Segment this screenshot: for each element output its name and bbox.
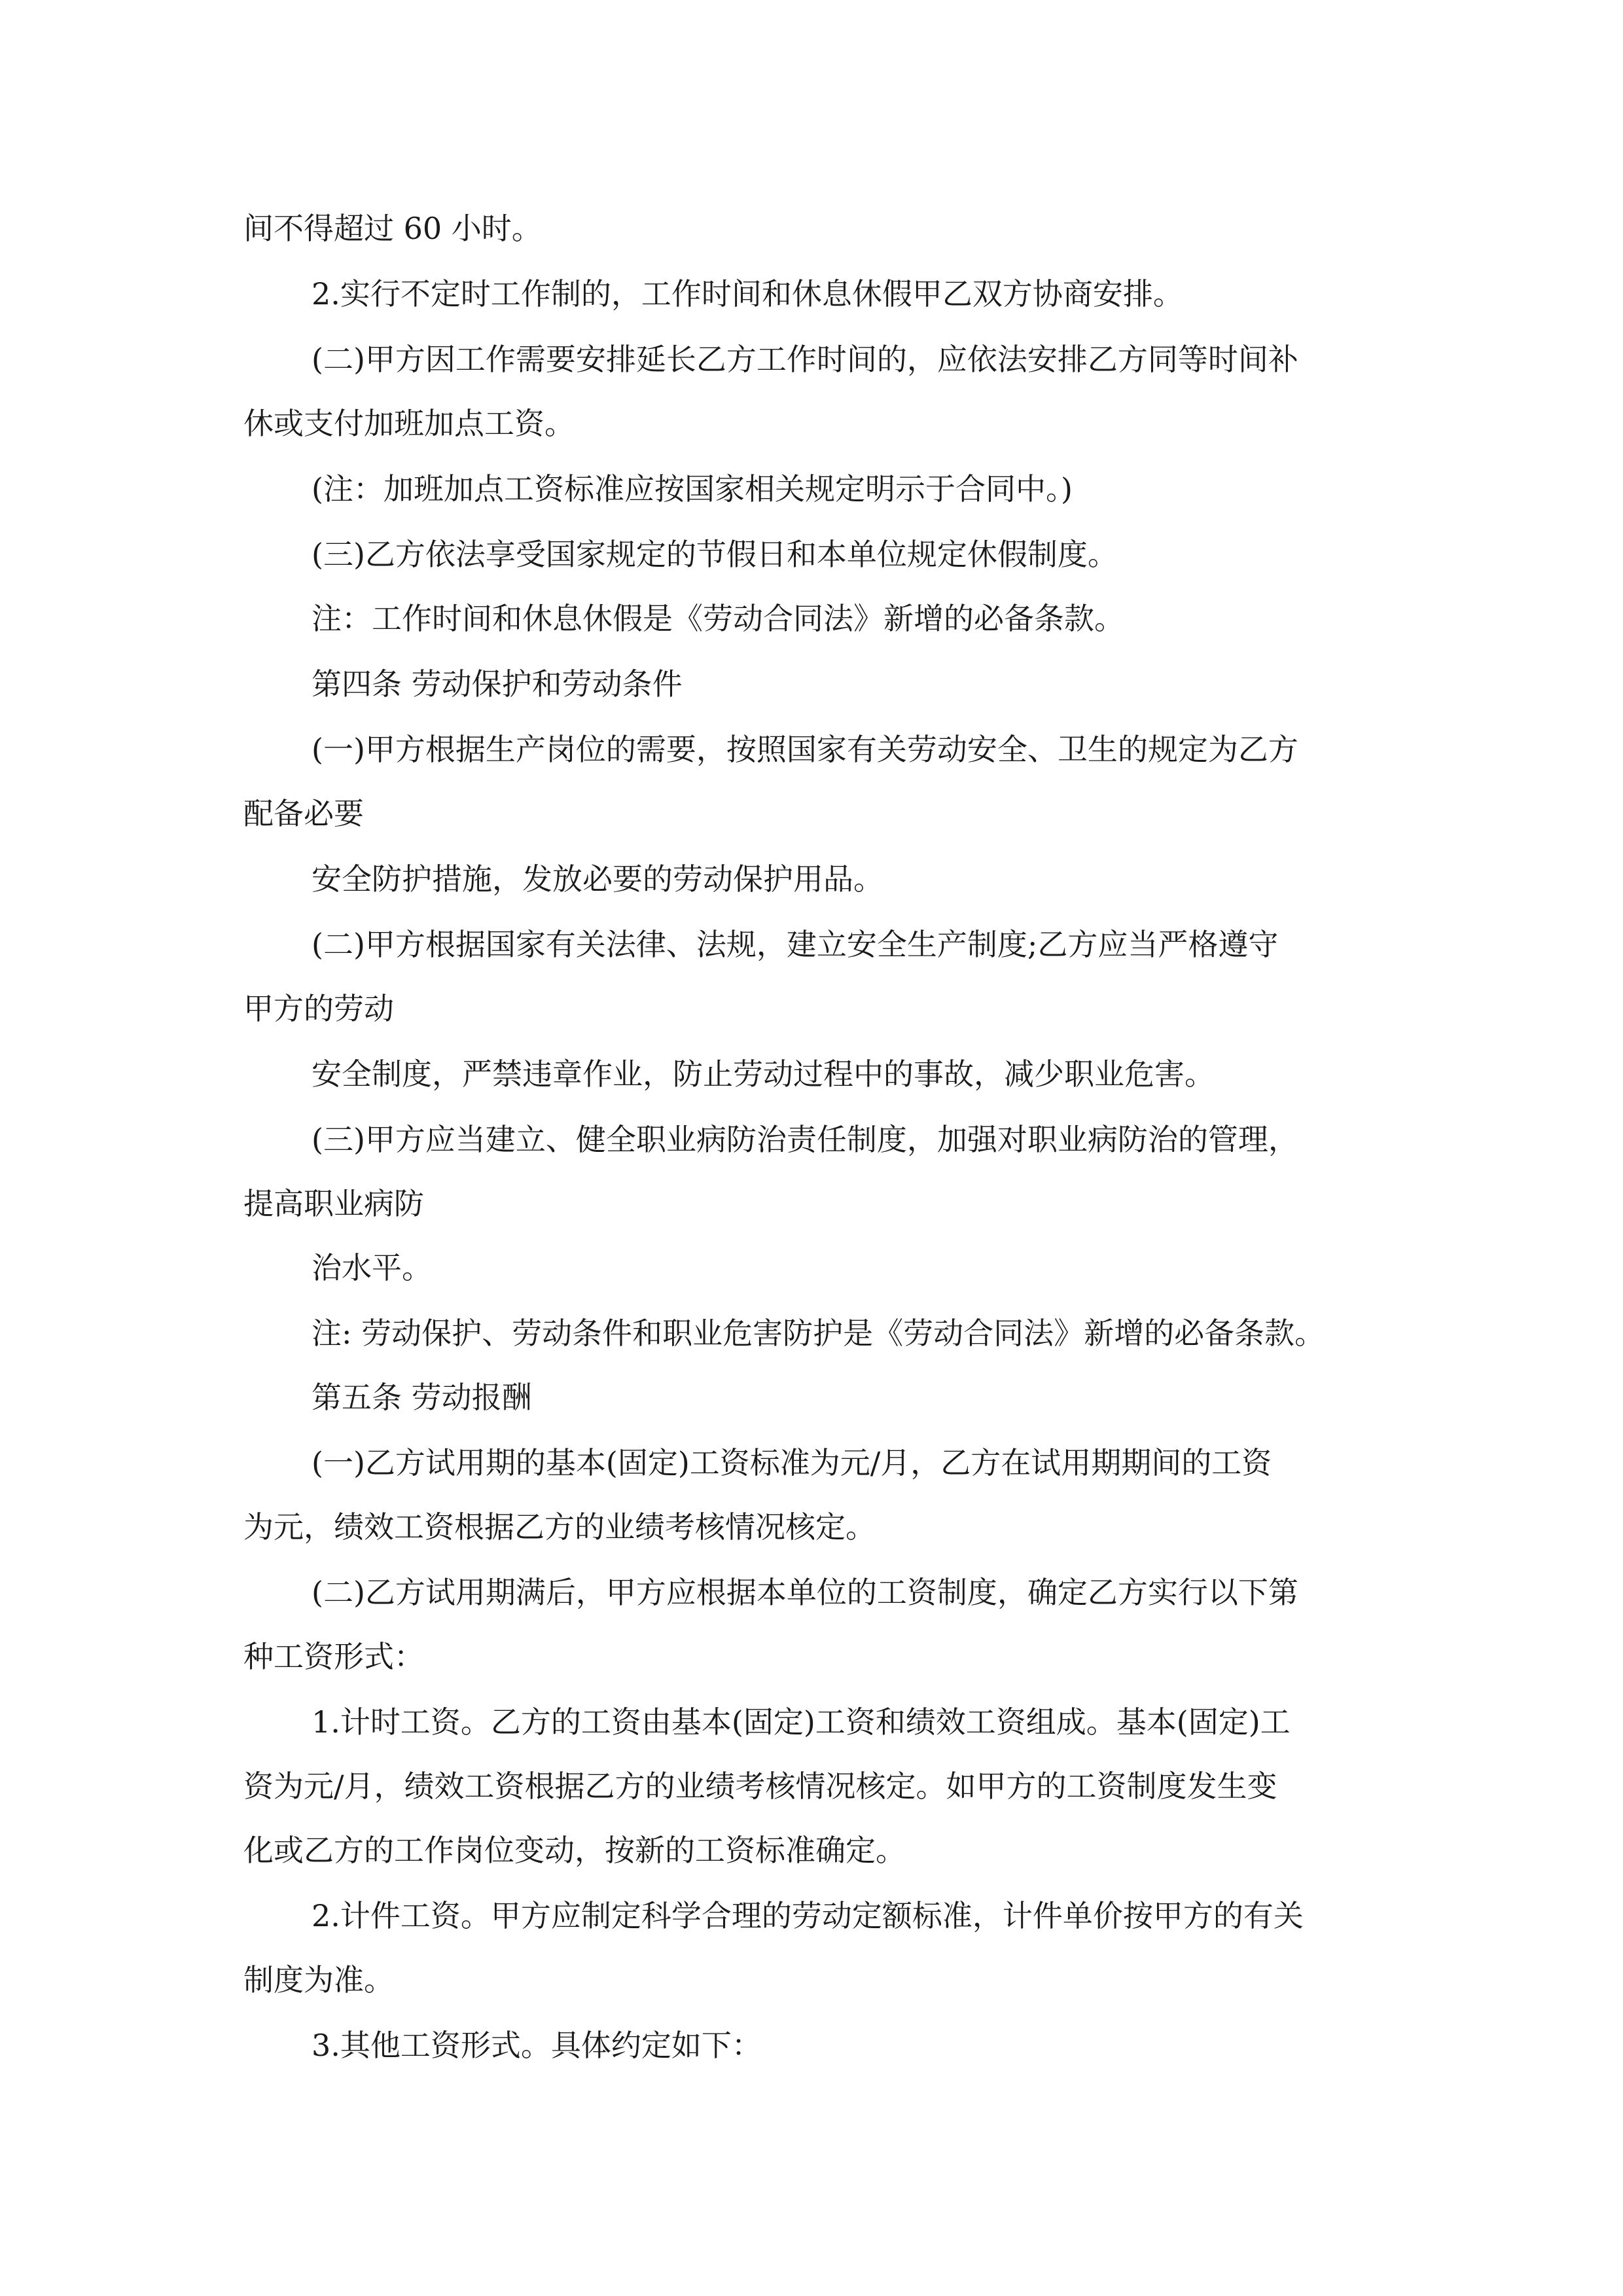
text-line: 甲方的劳动 xyxy=(243,991,394,1026)
text-line: 间不得超过 60 小时。 xyxy=(243,211,542,246)
text-line: (二)甲方根据国家有关法律、法规，建立安全生产制度;乙方应当严格遵守 xyxy=(312,927,1279,962)
text-line: 资为元/月，绩效工资根据乙方的业绩考核情况核定。如甲方的工资制度发生变 xyxy=(243,1768,1277,1804)
text-line: (二)甲方因工作需要安排延长乙方工作时间的，应依法安排乙方同等时间补 xyxy=(312,342,1298,377)
text-line: 化或乙方的工作岗位变动，按新的工资标准确定。 xyxy=(243,1833,906,1868)
text-line: 1.计时工资。乙方的工资由基本(固定)工资和绩效工资组成。基本(固定)工 xyxy=(312,1704,1291,1740)
text-line: 休或支付加班加点工资。 xyxy=(243,406,575,441)
text-line: 种工资形式： xyxy=(243,1639,424,1674)
text-line: (一)乙方试用期的基本(固定)工资标准为元/月，乙方在试用期期间的工资 xyxy=(312,1445,1272,1480)
text-line: (注：加班加点工资标准应按国家相关规定明示于合同中。) xyxy=(312,471,1073,507)
text-line: 提高职业病防 xyxy=(243,1186,424,1221)
text-line: 治水平。 xyxy=(312,1250,432,1285)
text-line: 注: 劳动保护、劳动条件和职业危害防护是《劳动合同法》新增的必备条款。 xyxy=(312,1316,1325,1351)
text-line: 注：工作时间和休息休假是《劳动合同法》新增的必备条款。 xyxy=(312,601,1124,636)
text-line: 配备必要 xyxy=(243,796,364,831)
text-line: 3.其他工资形式。具体约定如下： xyxy=(312,2028,762,2063)
text-line: (三)乙方依法享受国家规定的节假日和本单位规定休假制度。 xyxy=(312,537,1118,572)
text-line: (一)甲方根据生产岗位的需要，按照国家有关劳动安全、卫生的规定为乙方 xyxy=(312,732,1298,767)
text-line: 为元，绩效工资根据乙方的业绩考核情况核定。 xyxy=(243,1509,876,1545)
text-line: 2.实行不定时工作制的，工作时间和休息休假甲乙双方协商安排。 xyxy=(312,276,1183,312)
text-line: 安全防护措施，发放必要的劳动保护用品。 xyxy=(312,861,883,897)
text-line: (三)甲方应当建立、健全职业病防治责任制度，加强对职业病防治的管理， xyxy=(312,1122,1298,1157)
section-heading: 第四条 劳动保护和劳动条件 xyxy=(312,666,683,702)
text-line: (二)乙方试用期满后，甲方应根据本单位的工资制度，确定乙方实行以下第 xyxy=(312,1575,1298,1610)
section-heading: 第五条 劳动报酬 xyxy=(312,1380,532,1415)
text-line: 安全制度，严禁违章作业，防止劳动过程中的事故，减少职业危害。 xyxy=(312,1056,1215,1092)
text-line: 制度为准。 xyxy=(243,1962,394,1998)
text-line: 2.计件工资。甲方应制定科学合理的劳动定额标准，计件单价按甲方的有关 xyxy=(312,1898,1304,1933)
